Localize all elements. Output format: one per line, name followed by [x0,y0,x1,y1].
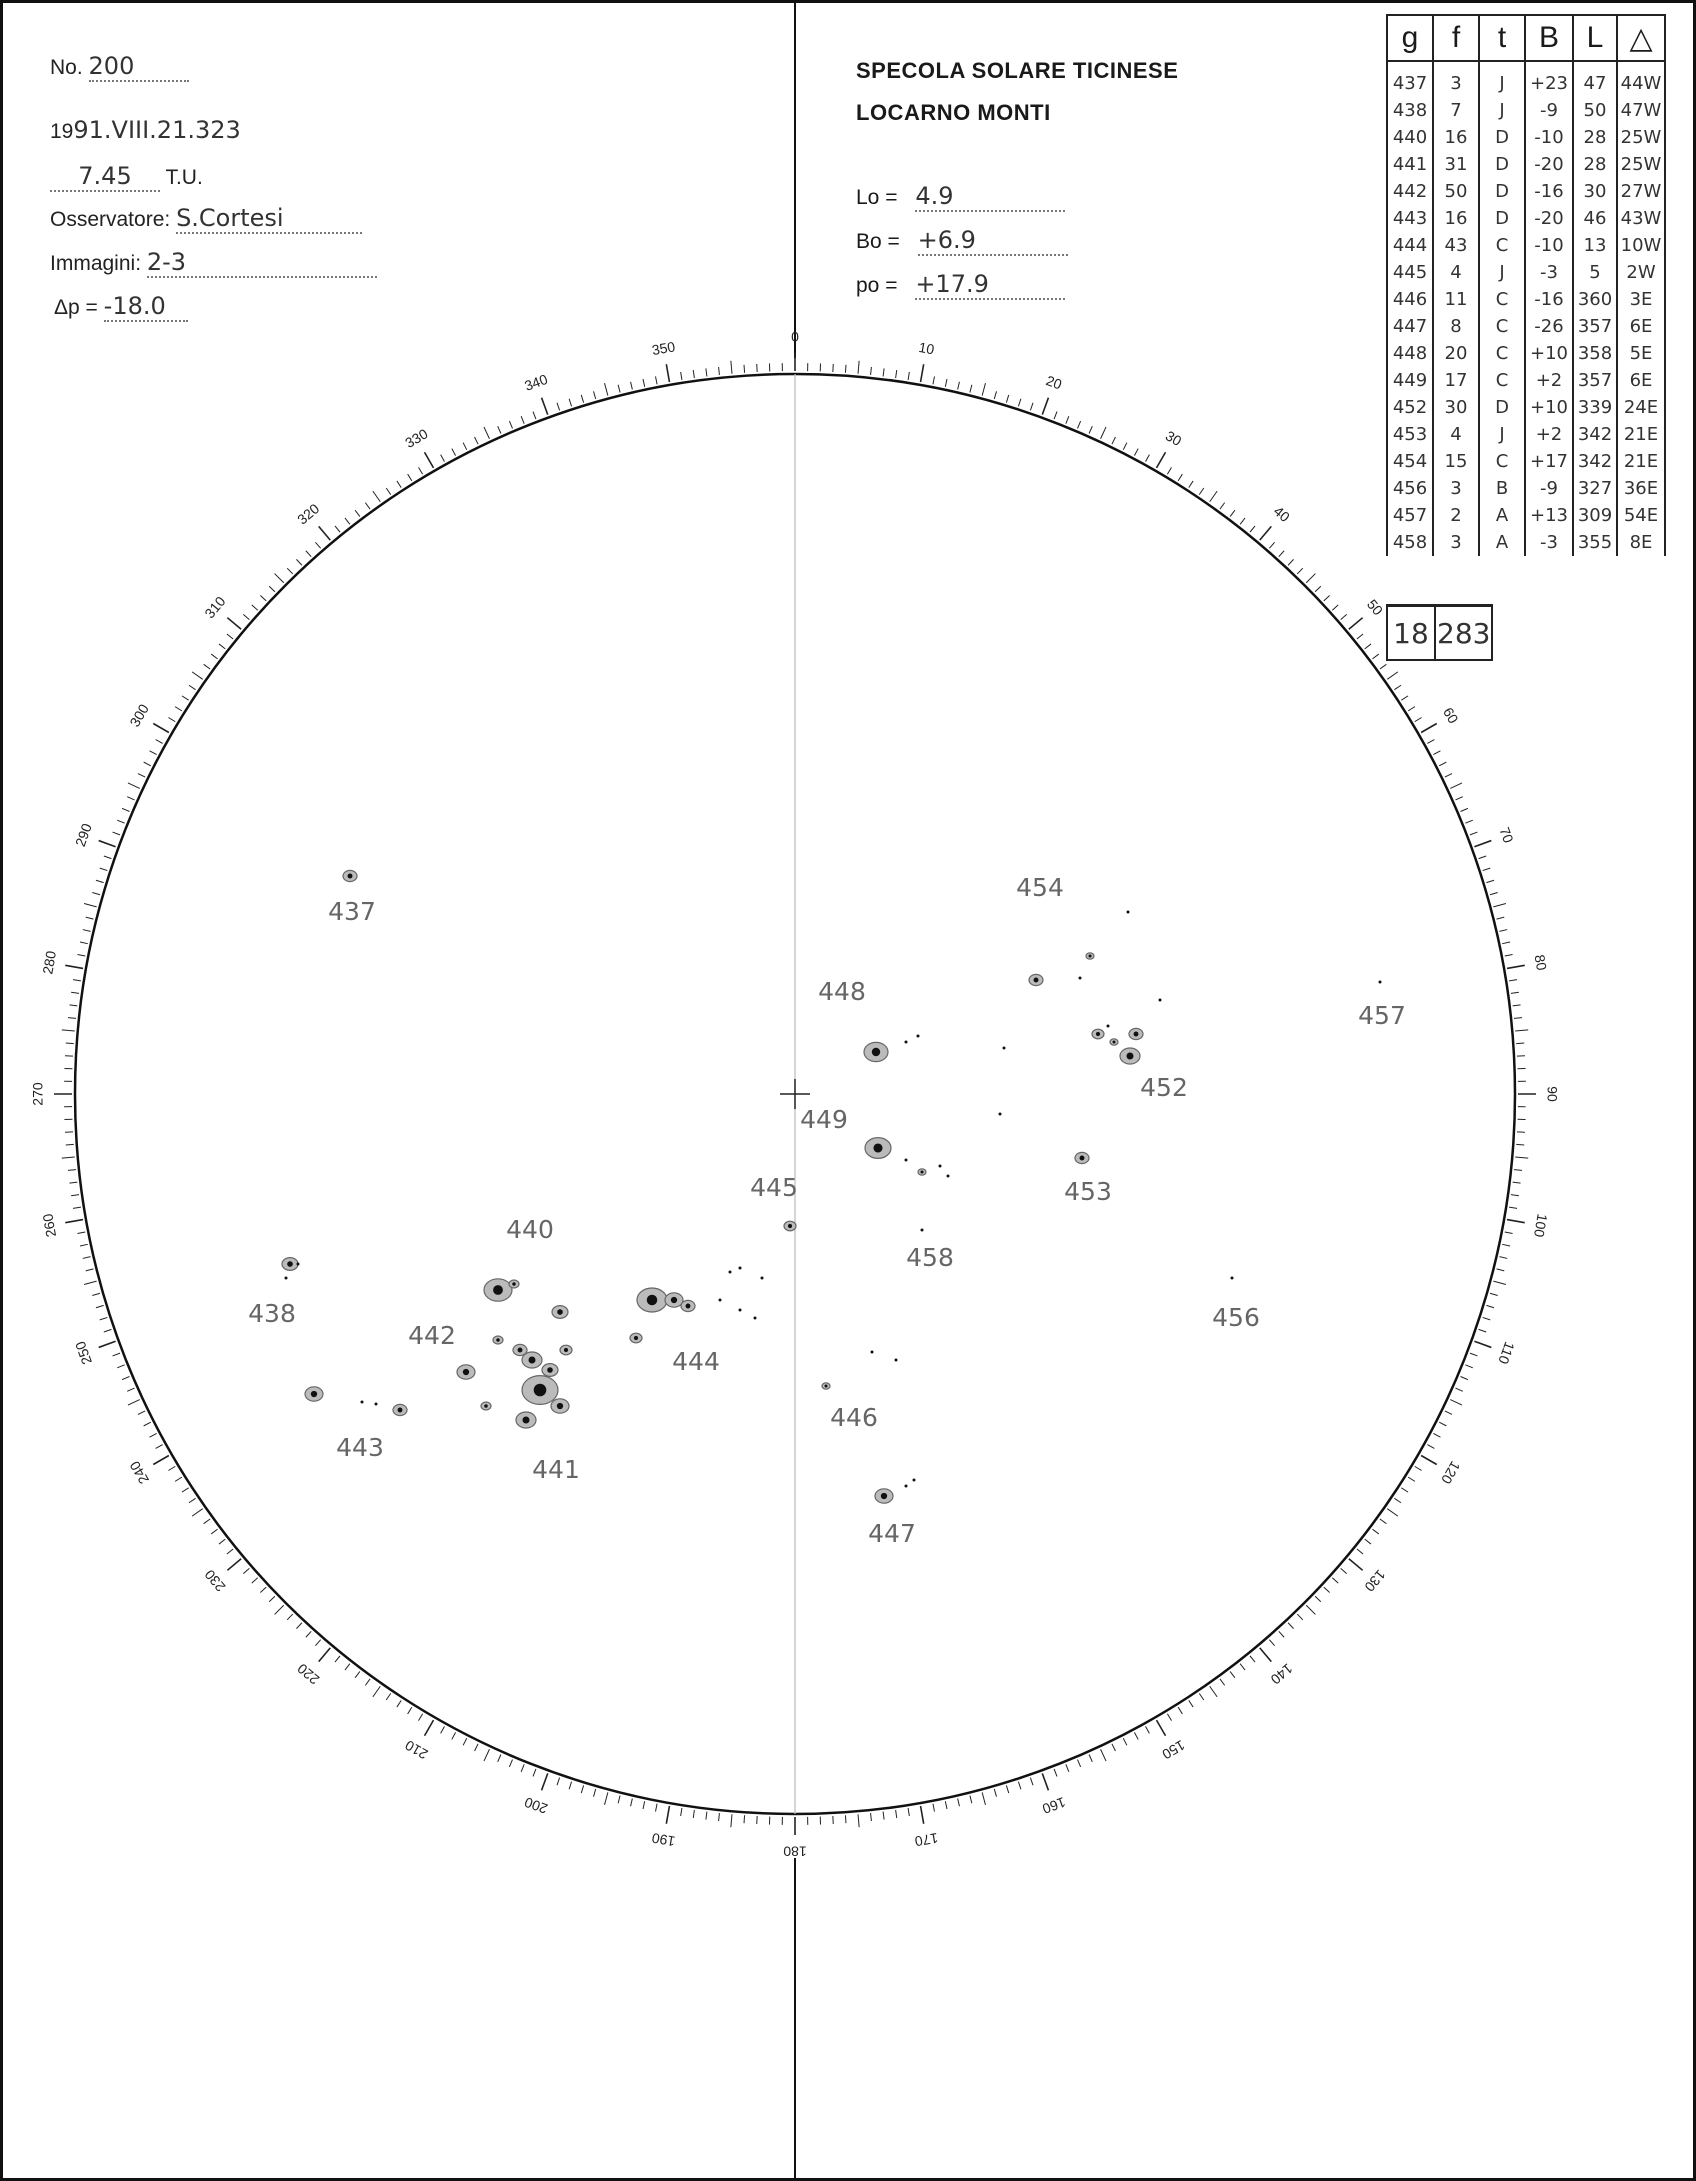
cell-class: J [1479,421,1525,448]
sunspot-umbra [761,1277,764,1280]
cell-longitude: 28 [1573,124,1617,151]
cell-latitude: -10 [1525,124,1573,151]
degree-label: 180 [783,1843,807,1860]
sunspot-umbra [518,1348,523,1353]
sunspot-umbra [348,874,353,879]
cell-latitude: -20 [1525,205,1573,232]
col-header-delta: △ [1617,15,1665,61]
cell-class: J [1479,259,1525,286]
images-value: 2-3 [147,248,377,278]
degree-label: 240 [126,1458,152,1487]
degree-label: 160 [1040,1794,1068,1818]
sunspot-umbra [285,1277,288,1280]
observatory-location: LOCARNO MONTI [856,100,1051,125]
degree-label: 250 [71,1339,95,1367]
sunspot-umbra [917,1035,920,1038]
group-label-438: 438 [248,1299,296,1328]
sunspot-umbra [739,1309,742,1312]
col-header-f: f [1433,15,1479,61]
cell-cmd: 2W [1617,259,1665,286]
group-label-440: 440 [506,1215,554,1244]
degree-label: 80 [1531,953,1551,972]
group-label-452: 452 [1140,1073,1188,1102]
degree-label: 210 [402,1737,431,1763]
cell-longitude: 47 [1573,61,1617,97]
cell-longitude: 327 [1573,475,1617,502]
sunspot-umbra [493,1285,503,1295]
sunspot-umbra [729,1271,732,1274]
sunspot-umbra [1134,1032,1139,1037]
cell-spot-count: 2 [1433,502,1479,529]
sunspot-umbra [534,1384,547,1397]
sunspot-umbra [905,1485,908,1488]
lo-label: Lo = [856,186,898,209]
cell-latitude: +10 [1525,340,1573,367]
cell-longitude: 309 [1573,502,1617,529]
cell-longitude: 360 [1573,286,1617,313]
cell-cmd: 3E [1617,286,1665,313]
sunspot-umbra [671,1297,677,1303]
cell-cmd: 36E [1617,475,1665,502]
cell-class: C [1479,286,1525,313]
degree-label: 130 [1361,1566,1389,1595]
sunspot-umbra [547,1367,553,1373]
cell-latitude: +17 [1525,448,1573,475]
cell-class: D [1479,178,1525,205]
group-label-445: 445 [750,1173,798,1202]
cell-class: C [1479,340,1525,367]
sunspot-umbra [1159,999,1162,1002]
sunspot-umbra [1127,911,1130,914]
bo-label: Bo = [856,230,900,253]
time-value: 7.45 [50,162,160,192]
degree-label: 170 [913,1829,940,1850]
cell-cmd: 6E [1617,367,1665,394]
sunspot-umbra [1034,978,1039,983]
date-value: 91.VIII.21.323 [73,116,241,144]
cell-latitude: -10 [1525,232,1573,259]
sunspot-umbra [871,1351,874,1354]
cell-group-number: 446 [1387,286,1433,313]
cell-spot-count: 4 [1433,259,1479,286]
cell-group-number: 457 [1387,502,1433,529]
cell-longitude: 358 [1573,340,1617,367]
cell-group-number: 447 [1387,313,1433,340]
cell-class: C [1479,313,1525,340]
cell-group-number: 452 [1387,394,1433,421]
sunspot-umbra [921,1229,924,1232]
observer-value: S.Cortesi [176,204,362,234]
cell-group-number: 441 [1387,151,1433,178]
images-label: Immagini: [50,252,142,275]
cell-group-number: 438 [1387,97,1433,124]
group-label-443: 443 [336,1433,384,1462]
cell-cmd: 21E [1617,421,1665,448]
group-label-449: 449 [800,1105,848,1134]
cell-cmd: 8E [1617,529,1665,556]
cell-spot-count: 3 [1433,475,1479,502]
cell-spot-count: 31 [1433,151,1479,178]
sunspot-umbra [1107,1025,1110,1028]
group-label-441: 441 [532,1455,580,1484]
cell-cmd: 43W [1617,205,1665,232]
degree-label: 220 [294,1660,323,1688]
cell-group-number: 445 [1387,259,1433,286]
degree-label: 70 [1496,824,1517,846]
degree-label: 270 [29,1082,46,1106]
sunspot-umbra [484,1404,488,1408]
col-header-b: B [1525,15,1573,61]
group-label-453: 453 [1064,1177,1112,1206]
sunspot-umbra [905,1159,908,1162]
cell-latitude: -20 [1525,151,1573,178]
cell-spot-count: 8 [1433,313,1479,340]
sunspot-umbra [311,1391,317,1397]
cell-cmd: 54E [1617,502,1665,529]
cell-cmd: 24E [1617,394,1665,421]
sunspot-umbra [361,1401,364,1404]
sunspot-umbra [825,1385,828,1388]
sunspot-umbra [1127,1053,1134,1060]
cell-spot-count: 7 [1433,97,1479,124]
degree-label: 310 [201,593,229,622]
sunspot-umbra [375,1403,378,1406]
sunspot-umbra [647,1295,658,1306]
cell-longitude: 28 [1573,151,1617,178]
cell-class: J [1479,61,1525,97]
group-label-437: 437 [328,897,376,926]
dp-value: -18.0 [104,292,188,322]
col-header-g: g [1387,15,1433,61]
degree-label: 200 [522,1794,550,1818]
sunspot-umbra [913,1479,916,1482]
degree-label: 280 [39,949,60,976]
sunspot-umbra [895,1359,898,1362]
cell-latitude: -16 [1525,178,1573,205]
cell-cmd: 21E [1617,448,1665,475]
cell-class: C [1479,232,1525,259]
cell-group-number: 443 [1387,205,1433,232]
date-prefix: 19 [50,120,74,143]
cell-spot-count: 11 [1433,286,1479,313]
degree-label: 190 [650,1829,677,1850]
sunspot-umbra [719,1299,722,1302]
cell-cmd: 25W [1617,124,1665,151]
cell-cmd: 10W [1617,232,1665,259]
degree-label: 350 [650,338,677,359]
sunspot-umbra [1231,1277,1234,1280]
sunspot-umbra [999,1113,1002,1116]
cell-spot-count: 30 [1433,394,1479,421]
col-header-t: t [1479,15,1525,61]
sunspot-umbra [634,1336,638,1340]
sunspot-umbra [564,1348,568,1352]
degree-label: 40 [1270,502,1293,526]
group-label-458: 458 [906,1243,954,1272]
group-label-448: 448 [818,977,866,1006]
cell-spot-count: 43 [1433,232,1479,259]
cell-spot-count: 17 [1433,367,1479,394]
group-labels [248,873,1406,1548]
degree-label: 330 [402,425,431,451]
sunspot-umbra [1003,1047,1006,1050]
cell-cmd: 5E [1617,340,1665,367]
cell-group-number: 442 [1387,178,1433,205]
cell-spot-count: 50 [1433,178,1479,205]
total-spots: 283 [1435,606,1492,661]
cell-longitude: 339 [1573,394,1617,421]
degree-label: 230 [201,1566,229,1595]
sunspot-umbra [739,1267,742,1270]
cell-group-number: 444 [1387,232,1433,259]
cell-longitude: 13 [1573,232,1617,259]
cell-longitude: 342 [1573,448,1617,475]
degree-label: 140 [1267,1660,1296,1688]
degree-label: 30 [1162,427,1185,449]
cell-class: A [1479,529,1525,556]
sunspot-umbra [873,1143,882,1152]
degree-label: 60 [1440,704,1462,727]
cell-group-number: 458 [1387,529,1433,556]
cell-longitude: 355 [1573,529,1617,556]
sunspot-umbra [496,1338,500,1342]
group-label-456: 456 [1212,1303,1260,1332]
sunspot-umbra [788,1224,792,1228]
col-header-l: L [1573,15,1617,61]
cell-latitude: -9 [1525,97,1573,124]
cell-latitude: -9 [1525,475,1573,502]
degree-label: 50 [1363,596,1387,619]
cell-longitude: 30 [1573,178,1617,205]
degree-label: 290 [71,821,95,849]
group-label-446: 446 [830,1403,878,1432]
sunspot-umbra [512,1282,516,1286]
cell-class: J [1479,97,1525,124]
sunspot-umbra [754,1317,757,1320]
degree-label: 300 [126,701,152,730]
degree-label: 110 [1495,1339,1518,1367]
cell-longitude: 50 [1573,97,1617,124]
group-label-444: 444 [672,1347,720,1376]
cell-longitude: 357 [1573,367,1617,394]
cell-group-number: 449 [1387,367,1433,394]
cell-class: D [1479,151,1525,178]
degree-label: 260 [39,1212,60,1239]
sunspot-umbra [463,1369,469,1375]
cell-group-number: 454 [1387,448,1433,475]
cell-cmd: 25W [1617,151,1665,178]
degree-label: 10 [917,338,936,358]
cell-latitude: +10 [1525,394,1573,421]
degree-label: 120 [1438,1458,1464,1487]
cell-spot-count: 3 [1433,61,1479,97]
po-value: +17.9 [915,270,1065,300]
sunspot-umbra [1096,1032,1100,1036]
cell-cmd: 47W [1617,97,1665,124]
cell-latitude: +2 [1525,367,1573,394]
cell-latitude: +2 [1525,421,1573,448]
cell-longitude: 357 [1573,313,1617,340]
cell-group-number: 448 [1387,340,1433,367]
sunspot-umbra [939,1165,942,1168]
cell-latitude: +13 [1525,502,1573,529]
sunspot-umbra [557,1403,563,1409]
cell-class: A [1479,502,1525,529]
degree-label: 20 [1043,372,1065,393]
sunspot-umbra [1113,1041,1116,1044]
sunspot-umbra [297,1263,300,1266]
degree-label: 90 [1544,1086,1561,1102]
cell-class: D [1479,124,1525,151]
degree-label: 150 [1159,1737,1188,1763]
degree-label: 340 [522,370,550,394]
cell-group-number: 453 [1387,421,1433,448]
degree-label: 0 [791,328,799,345]
cell-latitude: -16 [1525,286,1573,313]
cell-spot-count: 16 [1433,124,1479,151]
cell-class: D [1479,394,1525,421]
cell-spot-count: 15 [1433,448,1479,475]
number-label: No. [50,56,83,79]
cell-group-number: 456 [1387,475,1433,502]
degree-label: 320 [294,500,323,528]
cell-cmd: 6E [1617,313,1665,340]
group-label-457: 457 [1358,1001,1406,1030]
cell-longitude: 5 [1573,259,1617,286]
sunspot-umbra [557,1309,563,1315]
cell-group-number: 437 [1387,61,1433,97]
bo-value: +6.9 [918,226,1068,256]
sunspot-umbra [686,1304,691,1309]
po-label: po = [856,274,898,297]
cell-group-number: 440 [1387,124,1433,151]
time-unit: T.U. [165,166,203,189]
observatory-name: SPECOLA SOLARE TICINESE [856,58,1179,83]
cell-latitude: +23 [1525,61,1573,97]
sunspot-umbra [1079,977,1082,980]
sunspot-umbra [921,1171,924,1174]
cell-longitude: 342 [1573,421,1617,448]
cell-class: C [1479,448,1525,475]
sunspot-umbra [881,1493,887,1499]
group-label-442: 442 [408,1321,456,1350]
cell-class: B [1479,475,1525,502]
cell-latitude: -3 [1525,259,1573,286]
dp-label: Δp = [54,296,98,319]
cell-latitude: -26 [1525,313,1573,340]
group-label-447: 447 [868,1519,916,1548]
observer-label: Osservatore: [50,208,171,231]
cell-spot-count: 16 [1433,205,1479,232]
cell-spot-count: 3 [1433,529,1479,556]
sunspot-umbra [1379,981,1382,984]
cell-latitude: -3 [1525,529,1573,556]
cell-class: C [1479,367,1525,394]
sunspot-umbra [1080,1156,1085,1161]
sunspot-umbra [529,1357,536,1364]
degree-label: 100 [1530,1212,1551,1239]
cell-class: D [1479,205,1525,232]
total-groups: 18 [1387,606,1435,661]
lo-value: 4.9 [915,182,1065,212]
sunspot-umbra [287,1261,293,1267]
sunspot-umbra [947,1175,950,1178]
sunspot-umbra [905,1041,908,1044]
sunspot-umbra [872,1048,880,1056]
sunspot-umbra [523,1417,530,1424]
sunspot-umbra [1089,955,1092,958]
cell-longitude: 46 [1573,205,1617,232]
cell-spot-count: 4 [1433,421,1479,448]
number-value: 200 [89,52,189,82]
sunspot-umbra [398,1408,403,1413]
group-label-454: 454 [1016,873,1064,902]
cell-spot-count: 20 [1433,340,1479,367]
cell-cmd: 27W [1617,178,1665,205]
cell-cmd: 44W [1617,61,1665,97]
